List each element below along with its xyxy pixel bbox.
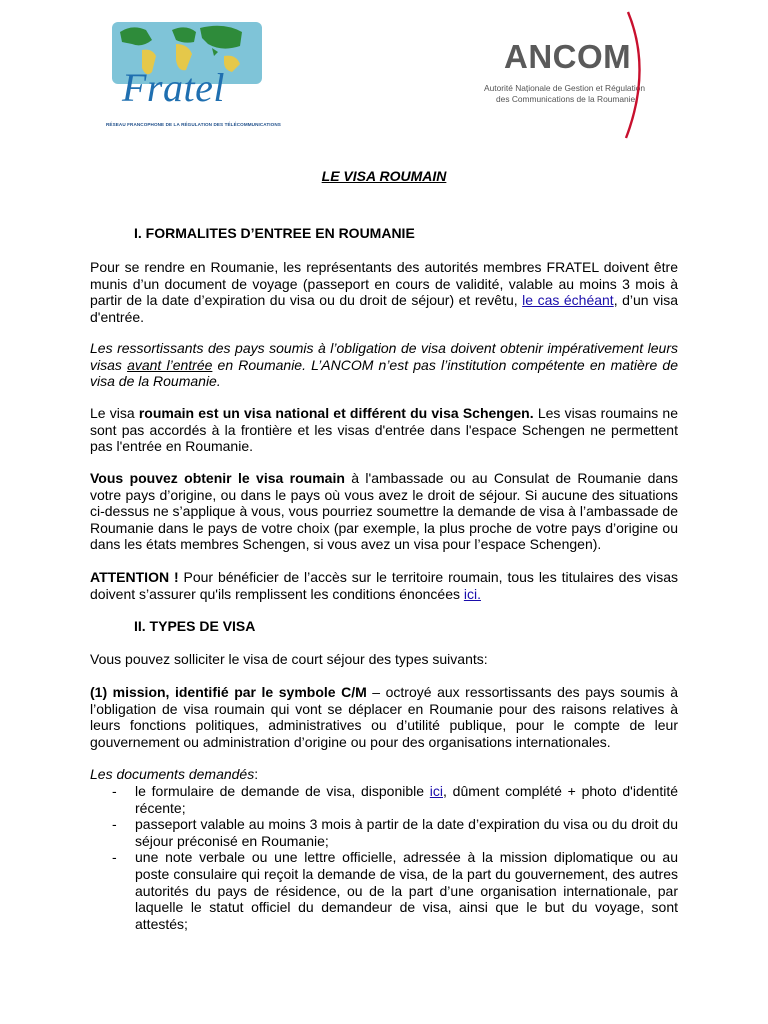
fratel-wordmark: Fratel	[122, 65, 225, 110]
list-item-text: le formulaire de demande de visa, disponible	[135, 783, 430, 799]
ancom-arc-icon	[614, 10, 654, 140]
le-cas-echeant-link[interactable]: le cas échéant	[522, 292, 614, 309]
documents-list	[112, 783, 678, 932]
list-item	[112, 816, 678, 849]
bold-text: (1) mission, identifié par le symbole C/M	[90, 684, 367, 700]
list-dash: -	[112, 816, 117, 833]
paragraph-mission	[90, 684, 678, 750]
italic-text: Les documents demandés	[90, 766, 255, 782]
list-item-text: une note verbale ou une lettre officielle, adressée à la mission diplomatique ou au poste consulaire qui reçoit la demande de visa, de la part du gouvernement, des autres autorités du pays de résidence, ou de la part d’une organisation internationale, par laquelle le statut officiel du demandeur de visa, ainsi que le but du voyage, sont attestés;	[135, 849, 678, 932]
paragraph-visa-national	[90, 405, 678, 455]
fratel-subtitle: RÉSEAU FRANCOPHONE DE LA RÉGULATION DES TÉLÉCOMMUNICATIONS	[106, 122, 281, 127]
list-item	[112, 783, 678, 816]
ancom-subtitle-line1: Autorité Naționale de Gestion et Régulation	[484, 83, 646, 93]
list-item-text: passeport valable au moins 3 mois à partir de la date d’expiration du visa ou du droit du séjour préconisé en Roumanie;	[135, 816, 678, 849]
list-item	[112, 849, 678, 932]
bold-text: ATTENTION !	[90, 569, 179, 585]
bold-text: roumain est un visa national et différent du visa Schengen.	[138, 405, 534, 421]
paragraph-attention	[90, 569, 678, 602]
paragraph-solliciter: Vous pouvez solliciter le visa de court séjour des types suivants:	[90, 651, 488, 667]
documents-demandes-label	[90, 766, 678, 783]
fratel-logo	[100, 18, 290, 127]
paragraph-documents-voyage	[90, 259, 678, 325]
paragraph-text: à l'ambassade ou au Consulat de Roumanie dans votre pays d’origine, ou dans le pays où vous avez le droit de séjour. Si aucune des situations ci-dessus ne s’applique à vous, vous pourriez soumettre la demande de visa à l’ambassade de Roumanie dans le pays de votre choix (par exemple, la plus proche de votre pays d’origine ou dans les états membres Schengen, si vous avez un visa pour l’espace Schengen).	[90, 470, 678, 553]
ici-conditions-link[interactable]: ici.	[463, 585, 481, 602]
paragraph-obtenir-visa	[90, 470, 678, 553]
ancom-logo	[476, 10, 666, 140]
bold-text: Vous pouvez obtenir le visa roumain	[90, 470, 345, 486]
paragraph-obligation-visa	[90, 340, 678, 390]
paragraph-text: Pour bénéficier de l’accès sur le territoire roumain, tous les titulaires des visas doivent s’assurer qu'ils remplissent les conditions énoncées	[90, 569, 678, 602]
paragraph-text: Le visa	[90, 405, 139, 421]
document-title: LE VISA ROUMAIN	[321, 168, 447, 184]
paragraph-text: Les visas roumains ne sont pas accordés à la frontière et les visas d'entrée dans l'espace Schengen ne permettent pas l'entrée en Roumanie.	[90, 405, 678, 455]
paragraph-text: – octroyé aux ressortissants des pays soumis à l’obligation de visa roumain qui vont se déplacer en Roumanie pour des raisons relatives à leurs fonctions politiques, administratives ou d’utilité publique, pour le compte de leur gouvernement ou administration d’origine ou pour des organisations internationales.	[90, 684, 678, 750]
list-dash: -	[112, 783, 117, 799]
colon: :	[254, 766, 259, 782]
paragraph-text: , d’un visa d'entrée.	[90, 292, 678, 325]
ancom-wordmark: ANCOM	[504, 38, 632, 75]
list-item-text: , dûment complété + photo d'identité récente;	[135, 783, 678, 816]
ancom-subtitle-line2: des Communications de la Roumanie	[496, 94, 636, 104]
ici-formulaire-link[interactable]: ici	[429, 783, 444, 799]
underlined-text: avant l’entrée	[127, 356, 213, 373]
section-heading-formalites: I. FORMALITES D’ENTREE EN ROUMANIE	[134, 225, 415, 241]
paragraph-text: Les ressortissants des pays soumis à l’obligation de visa doivent obtenir impérativement leurs visas	[90, 340, 678, 373]
section-heading-types-visa: II. TYPES DE VISA	[134, 618, 256, 634]
paragraph-text: en Roumanie. L’ANCOM n’est pas l’institution compétente en matière de visa de la Roumanie.	[90, 356, 678, 390]
list-dash: -	[112, 849, 117, 866]
paragraph-text: Pour se rendre en Roumanie, les représentants des autorités membres FRATEL doivent être munis d’un document de voyage (passeport en cours de validité, valable au moins 3 mois à partir de la date d’expiration du visa ou du droit de séjour) et revêtu,	[90, 259, 678, 309]
